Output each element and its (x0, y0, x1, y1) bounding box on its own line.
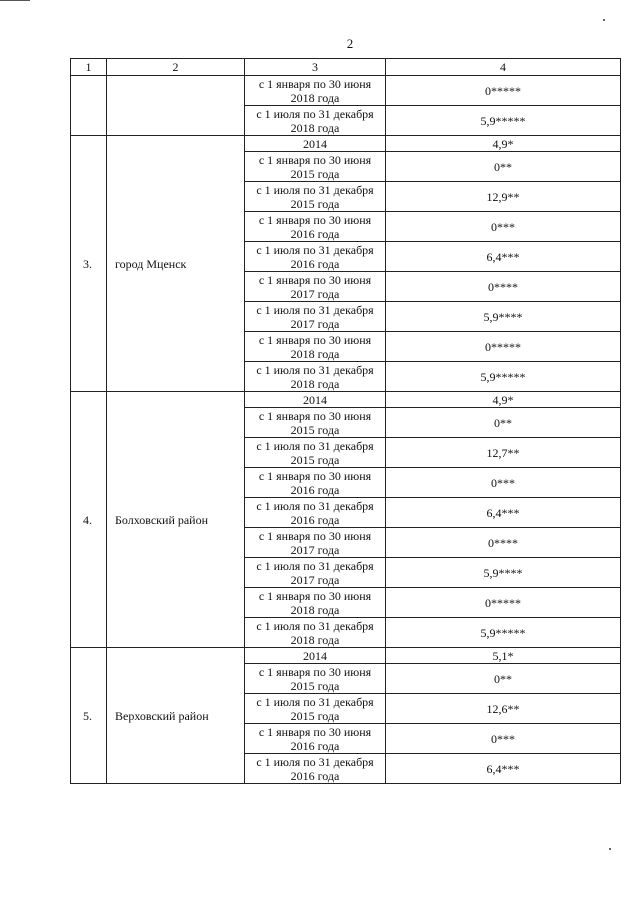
top-edge-rule (0, 0, 30, 1)
period-cell: с 1 января по 30 июня 2017 года (245, 528, 386, 558)
area-name-cell (107, 76, 245, 136)
table-row (71, 136, 621, 152)
value-cell: 12,9** (386, 182, 621, 212)
period-cell: с 1 января по 30 июня 2016 года (245, 212, 386, 242)
row-number-cell: 4. (71, 392, 107, 648)
value-cell: 0***** (386, 588, 621, 618)
period-cell: с 1 июля по 31 декабря 2015 года (245, 182, 386, 212)
value-cell: 0*** (386, 212, 621, 242)
value-cell: 4,9* (386, 392, 621, 408)
period-cell: с 1 июля по 31 декабря 2018 года (245, 618, 386, 648)
value-cell: 0*** (386, 724, 621, 754)
value-cell: 0** (386, 664, 621, 694)
value-cell: 0*** (386, 468, 621, 498)
column-header: 3 (245, 59, 386, 76)
period-cell: с 1 июля по 31 декабря 2017 года (245, 302, 386, 332)
period-cell: с 1 января по 30 июня 2016 года (245, 468, 386, 498)
column-header: 4 (386, 59, 621, 76)
period-cell: 2014 (245, 648, 386, 664)
value-cell: 5,9***** (386, 618, 621, 648)
area-name-cell: Болховский район (107, 392, 245, 648)
value-cell: 12,6** (386, 694, 621, 724)
period-cell: с 1 июля по 31 декабря 2017 года (245, 558, 386, 588)
value-cell: 5,9**** (386, 558, 621, 588)
tariff-table (70, 58, 621, 784)
period-cell: с 1 июля по 31 декабря 2018 года (245, 362, 386, 392)
period-cell: с 1 января по 30 июня 2015 года (245, 664, 386, 694)
table-row (71, 392, 621, 408)
period-cell: 2014 (245, 136, 386, 152)
value-cell: 5,9***** (386, 362, 621, 392)
value-cell: 12,7** (386, 438, 621, 468)
value-cell: 0***** (386, 76, 621, 106)
period-cell: с 1 июля по 31 декабря 2016 года (245, 498, 386, 528)
period-cell: с 1 июля по 31 декабря 2015 года (245, 694, 386, 724)
period-cell: с 1 января по 30 июня 2015 года (245, 408, 386, 438)
table-body (71, 59, 621, 784)
scan-speck (609, 848, 611, 850)
row-number-cell: 5. (71, 648, 107, 784)
period-cell: с 1 января по 30 июня 2015 года (245, 152, 386, 182)
period-cell: 2014 (245, 392, 386, 408)
period-cell: с 1 июля по 31 декабря 2018 года (245, 106, 386, 136)
period-cell: с 1 января по 30 июня 2017 года (245, 272, 386, 302)
row-number-cell: 3. (71, 136, 107, 392)
row-number-cell (71, 76, 107, 136)
value-cell: 0**** (386, 528, 621, 558)
page-number: 2 (346, 36, 354, 51)
period-cell: с 1 июля по 31 декабря 2015 года (245, 438, 386, 468)
table-row (71, 648, 621, 664)
period-cell: с 1 января по 30 июня 2018 года (245, 76, 386, 106)
value-cell: 6,4*** (386, 754, 621, 784)
period-cell: с 1 июля по 31 декабря 2016 года (245, 754, 386, 784)
table-header-row (71, 59, 621, 76)
table-row (71, 76, 621, 106)
column-header: 1 (71, 59, 107, 76)
value-cell: 0***** (386, 332, 621, 362)
value-cell: 4,9* (386, 136, 621, 152)
value-cell: 5,1* (386, 648, 621, 664)
value-cell: 0** (386, 152, 621, 182)
area-name-cell: город Мценск (107, 136, 245, 392)
period-cell: с 1 января по 30 июня 2016 года (245, 724, 386, 754)
value-cell: 5,9**** (386, 302, 621, 332)
period-cell: с 1 января по 30 июня 2018 года (245, 588, 386, 618)
scan-speck (603, 19, 605, 21)
value-cell: 0** (386, 408, 621, 438)
period-cell: с 1 января по 30 июня 2018 года (245, 332, 386, 362)
value-cell: 5,9***** (386, 106, 621, 136)
period-cell: с 1 июля по 31 декабря 2016 года (245, 242, 386, 272)
value-cell: 0**** (386, 272, 621, 302)
area-name-cell: Верховский район (107, 648, 245, 784)
column-header: 2 (107, 59, 245, 76)
value-cell: 6,4*** (386, 242, 621, 272)
value-cell: 6,4*** (386, 498, 621, 528)
